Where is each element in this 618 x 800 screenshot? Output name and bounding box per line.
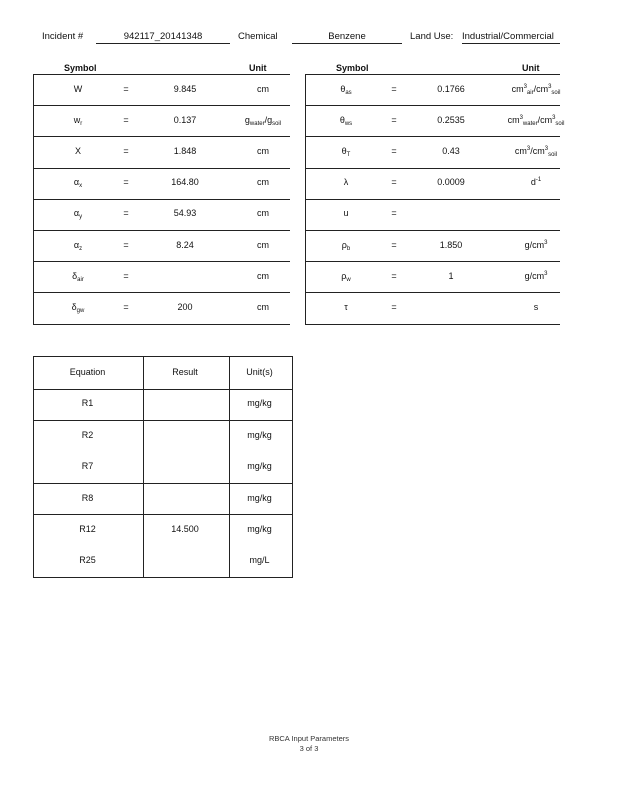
right_table-row-line — [305, 168, 560, 169]
left_table-row-line — [33, 136, 290, 137]
left_table-row-line — [33, 292, 290, 293]
equation-name: R2 — [81, 429, 94, 440]
left_table-row-line — [33, 168, 290, 169]
right_table-symbol: $\theta_{as}$ — [340, 83, 352, 96]
left_table-unit: cm — [257, 146, 269, 156]
right-unit-header: Unit — [522, 63, 540, 73]
footer-page: 3 of 3 — [299, 744, 319, 753]
right_table-symbol: τ — [344, 302, 348, 312]
right_table-unit: $g/cm^3$ — [524, 239, 548, 250]
equation-name: R25 — [79, 555, 96, 566]
right_table-equals: = — [391, 302, 397, 312]
incident-label: Incident # — [42, 31, 84, 42]
equation-unit: mg/kg — [247, 461, 272, 472]
left_table-value: 200 — [177, 302, 193, 312]
right_table-symbol: $\rho_w$ — [341, 270, 351, 283]
equation-name: R12 — [79, 524, 96, 534]
right_table-symbol: $\theta_{ws}$ — [339, 114, 353, 127]
left-symbol-header: Symbol — [64, 63, 97, 73]
right_table-symbol: u — [343, 208, 349, 219]
left_table-symbol: X — [74, 146, 81, 156]
chemical-value: Benzene — [292, 31, 402, 44]
left_table-unit: cm — [257, 270, 269, 281]
left_table-symbol: $\delta_{gw}$ — [71, 302, 85, 314]
left_table-value: 0.137 — [173, 114, 197, 125]
right_table-value: 0.0009 — [437, 177, 465, 188]
right_table-unit: $g/cm^3$ — [524, 270, 548, 281]
right_table-equals: = — [391, 114, 397, 125]
left_table-value: 164.80 — [171, 177, 199, 188]
right_table-unit: $cm^3_{air}/cm^3_{soil}$ — [511, 83, 561, 96]
right_table-unit: s — [533, 302, 539, 312]
left_table-border — [33, 74, 34, 324]
left_table-unit: $g_{water}/g_{soil}$ — [244, 114, 282, 127]
equation-unit: mg/kg — [247, 524, 272, 534]
right_table-row-line — [305, 105, 560, 106]
equation-header: Unit(s) — [246, 367, 273, 377]
equation-unit: mg/L — [249, 555, 270, 566]
left_table-unit: cm — [257, 177, 269, 188]
landuse-label: Land Use: — [410, 31, 454, 42]
left_table-value: 8.24 — [176, 239, 194, 250]
left_table-value: 9.845 — [173, 83, 197, 94]
right_table-value: 1.850 — [439, 239, 463, 250]
equation-unit: mg/kg — [247, 429, 272, 440]
right_table-equals: = — [391, 208, 397, 219]
right_table-symbol: λ — [343, 177, 349, 188]
left_table-symbol: $\alpha_z$ — [73, 239, 83, 252]
right_table-row-line — [305, 230, 560, 231]
footer-title: RBCA Input Parameters — [268, 734, 350, 743]
left_table-symbol: $w_r$ — [73, 114, 83, 127]
left_table-symbol: $\alpha_y$ — [73, 208, 83, 221]
left_table-equals: = — [123, 83, 129, 94]
right-symbol-header: Symbol — [336, 63, 369, 73]
left_table-equals: = — [123, 270, 129, 281]
equation-unit: mg/kg — [247, 492, 272, 503]
left_table-equals: = — [123, 114, 129, 125]
right_table-equals: = — [391, 177, 397, 188]
right_table-row-line — [305, 136, 560, 137]
right_table-symbol: $\theta_T$ — [341, 146, 351, 158]
right_table-value: 1 — [448, 270, 454, 281]
left_table-symbol: W — [73, 83, 83, 94]
left_table-equals: = — [123, 208, 129, 219]
equation-unit: mg/kg — [247, 398, 272, 409]
left_table-equals: = — [123, 302, 129, 312]
landuse-value: Industrial/Commercial — [462, 31, 560, 44]
left_table-value: 1.848 — [173, 146, 197, 156]
right_table-value: 0.1766 — [437, 83, 465, 94]
left_table-symbol: $\delta_{air}$ — [72, 270, 84, 283]
right_table-equals: = — [391, 146, 397, 156]
left_table-equals: = — [123, 239, 129, 250]
incident-value: 942117_20141348 — [96, 31, 230, 44]
right_table-unit: $cm^3/cm^3_{soil}$ — [514, 146, 558, 158]
right_table-equals: = — [391, 83, 397, 94]
right_table-unit: $d^{-1}$ — [530, 177, 542, 188]
left-unit-header: Unit — [249, 63, 267, 73]
left_table-row-line — [33, 105, 290, 106]
right_table-value: 0.43 — [442, 146, 460, 156]
left_table-unit: cm — [257, 239, 269, 250]
right_table-symbol: $\rho_b$ — [341, 239, 351, 252]
chemical-label: Chemical — [238, 31, 278, 42]
left_table-unit: cm — [257, 83, 269, 94]
right_table-row-line — [305, 199, 560, 200]
equation-name: R8 — [81, 492, 94, 503]
right_table-row-line — [305, 324, 560, 325]
left_table-unit: cm — [257, 302, 269, 312]
equation-result: 14.500 — [171, 524, 199, 534]
left_table-equals: = — [123, 177, 129, 188]
left_table-equals: = — [123, 146, 129, 156]
right_table-value: 0.2535 — [437, 114, 465, 125]
left_table-row-line — [33, 199, 290, 200]
equation-header: Equation — [69, 367, 106, 377]
right_table-row-line — [305, 261, 560, 262]
left_table-unit: cm — [257, 208, 269, 219]
right_table-equals: = — [391, 270, 397, 281]
left_table-value: 54.93 — [173, 208, 197, 219]
equation-name: R1 — [81, 398, 94, 409]
left_table-top-line — [33, 74, 290, 75]
right_table-top-line — [305, 74, 560, 75]
right_table-row-line — [305, 292, 560, 293]
left_table-symbol: $\alpha_x$ — [73, 177, 83, 190]
left_table-row-line — [33, 261, 290, 262]
equation-header: Result — [172, 367, 198, 377]
right_table-equals: = — [391, 239, 397, 250]
right_table-border — [305, 74, 306, 324]
left_table-row-line — [33, 230, 290, 231]
right_table-unit: $cm^3_{water}/cm^3_{soil}$ — [507, 114, 565, 127]
left_table-row-line — [33, 324, 290, 325]
equation-name: R7 — [81, 461, 94, 472]
